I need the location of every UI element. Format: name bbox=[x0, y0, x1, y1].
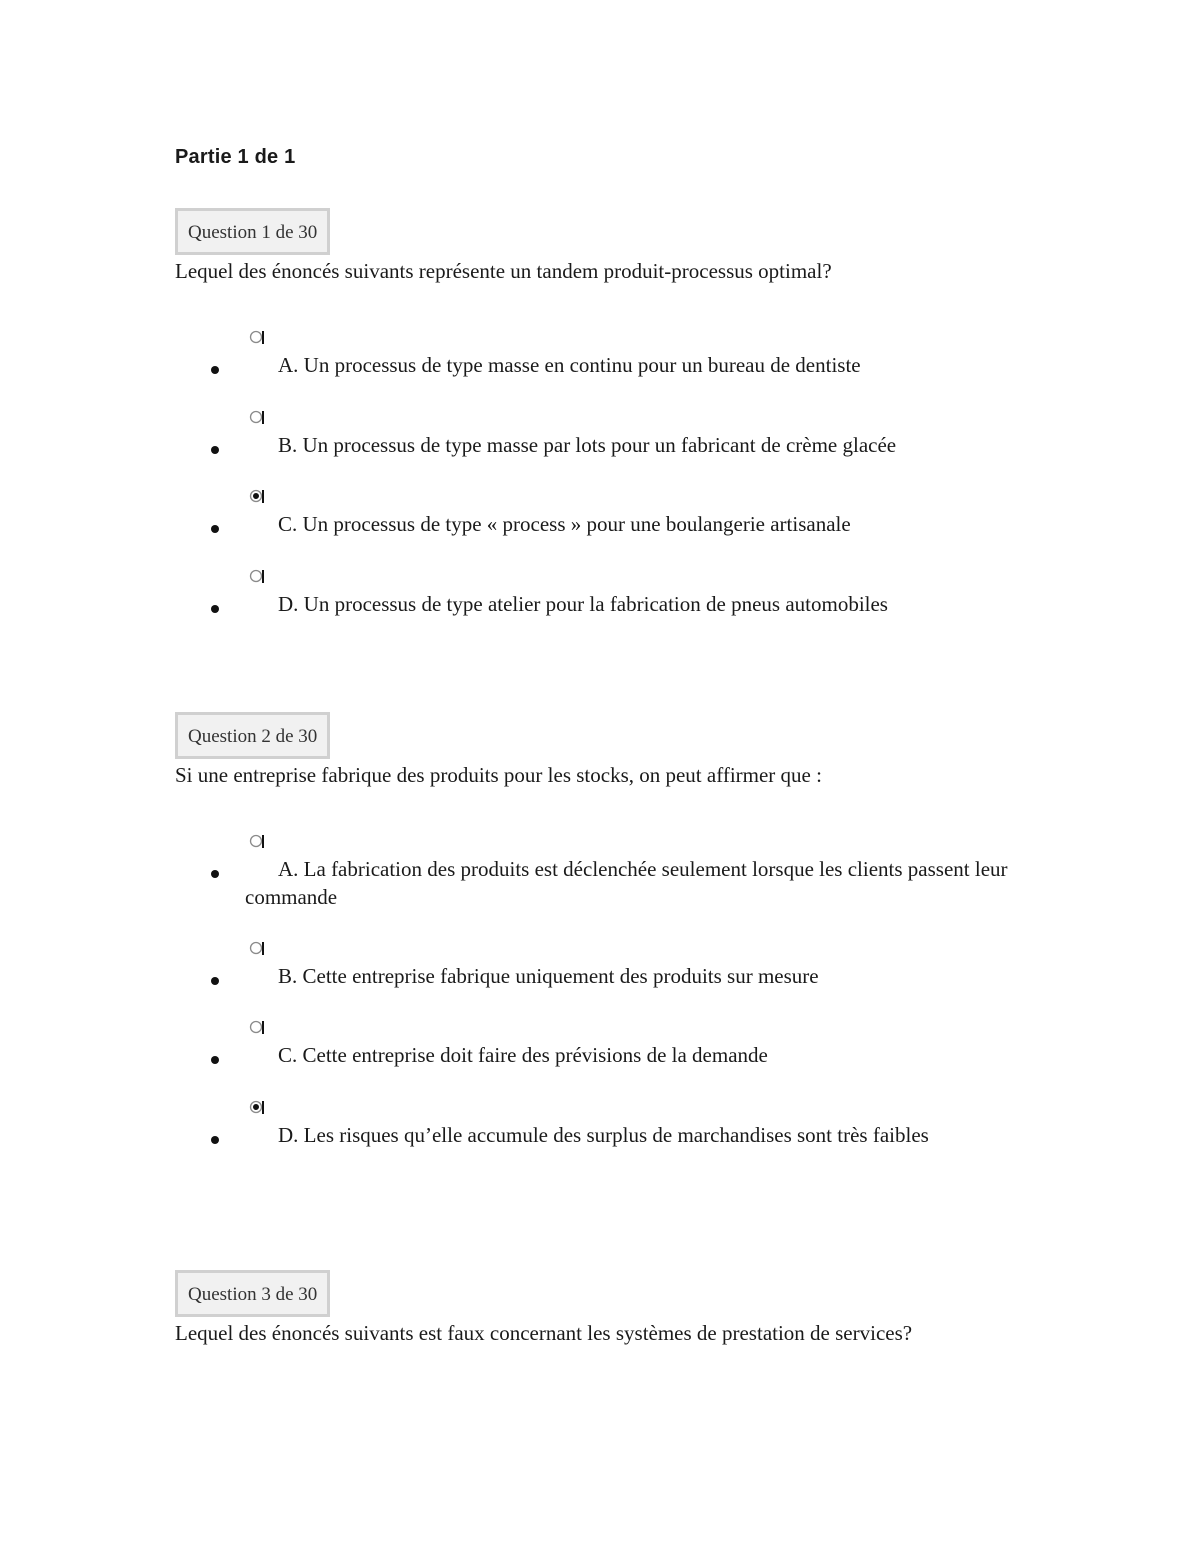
question-number-badge: Question 2 de 30 bbox=[175, 712, 330, 759]
bullet-icon bbox=[211, 1056, 219, 1064]
radio-selected-dot bbox=[253, 1104, 259, 1110]
question-2 bbox=[175, 712, 1075, 1147]
radio-circle-icon bbox=[249, 488, 265, 504]
radio-button[interactable] bbox=[249, 409, 265, 425]
question-number-badge: Question 1 de 30 bbox=[175, 208, 330, 255]
answer-option-label: A. Un processus de type masse en continu pour un bureau de dentiste bbox=[278, 353, 861, 377]
radio-circle-icon bbox=[249, 568, 265, 584]
radio-button[interactable] bbox=[249, 488, 265, 504]
radio-button[interactable] bbox=[249, 568, 265, 584]
radio-circle-icon bbox=[249, 940, 265, 956]
radio-button[interactable] bbox=[249, 329, 265, 345]
radio-circle-icon bbox=[249, 833, 265, 849]
radio-button[interactable] bbox=[249, 1099, 265, 1115]
radio-button[interactable] bbox=[249, 1019, 265, 1035]
question-text: Lequel des énoncés suivants est faux concernant les systèmes de prestation de services? bbox=[175, 1321, 913, 1345]
radio-button[interactable] bbox=[249, 833, 265, 849]
radio-circle-icon bbox=[249, 409, 265, 425]
question-text: Lequel des énoncés suivants représente un tandem produit-processus optimal? bbox=[175, 259, 832, 283]
page-title: Partie 1 de 1 bbox=[175, 146, 296, 168]
bullet-icon bbox=[211, 870, 219, 878]
bullet-icon bbox=[211, 366, 219, 374]
bullet-icon bbox=[211, 1136, 219, 1144]
question-number-badge: Question 3 de 30 bbox=[175, 1270, 330, 1317]
answer-option-label: B. Cette entreprise fabrique uniquement des produits sur mesure bbox=[278, 964, 819, 988]
question-text: Si une entreprise fabrique des produits pour les stocks, on peut affirmer que : bbox=[175, 763, 822, 787]
answer-option-label: D. Un processus de type atelier pour la fabrication de pneus automobiles bbox=[278, 592, 888, 616]
bullet-icon bbox=[211, 605, 219, 613]
answer-option-label: C. Un processus de type « process » pour une boulangerie artisanale bbox=[278, 512, 851, 536]
radio-button[interactable] bbox=[249, 940, 265, 956]
radio-selected-dot bbox=[253, 493, 259, 499]
bullet-icon bbox=[211, 446, 219, 454]
question-3 bbox=[175, 1270, 1075, 1346]
question-1 bbox=[175, 208, 1075, 616]
answer-option-label: D. Les risques qu’elle accumule des surplus de marchandises sont très faibles bbox=[278, 1123, 929, 1147]
answer-option-label: B. Un processus de type masse par lots pour un fabricant de crème glacée bbox=[278, 433, 897, 457]
radio-circle-icon bbox=[249, 1019, 265, 1035]
bullet-icon bbox=[211, 525, 219, 533]
radio-circle-icon bbox=[249, 329, 265, 345]
answer-option-label: A. La fabrication des produits est déclenchée seulement lorsque les clients passent leur commande bbox=[245, 857, 1008, 909]
bullet-icon bbox=[211, 977, 219, 985]
radio-circle-icon bbox=[249, 1099, 265, 1115]
answer-option-label: C. Cette entreprise doit faire des prévisions de la demande bbox=[278, 1043, 768, 1067]
